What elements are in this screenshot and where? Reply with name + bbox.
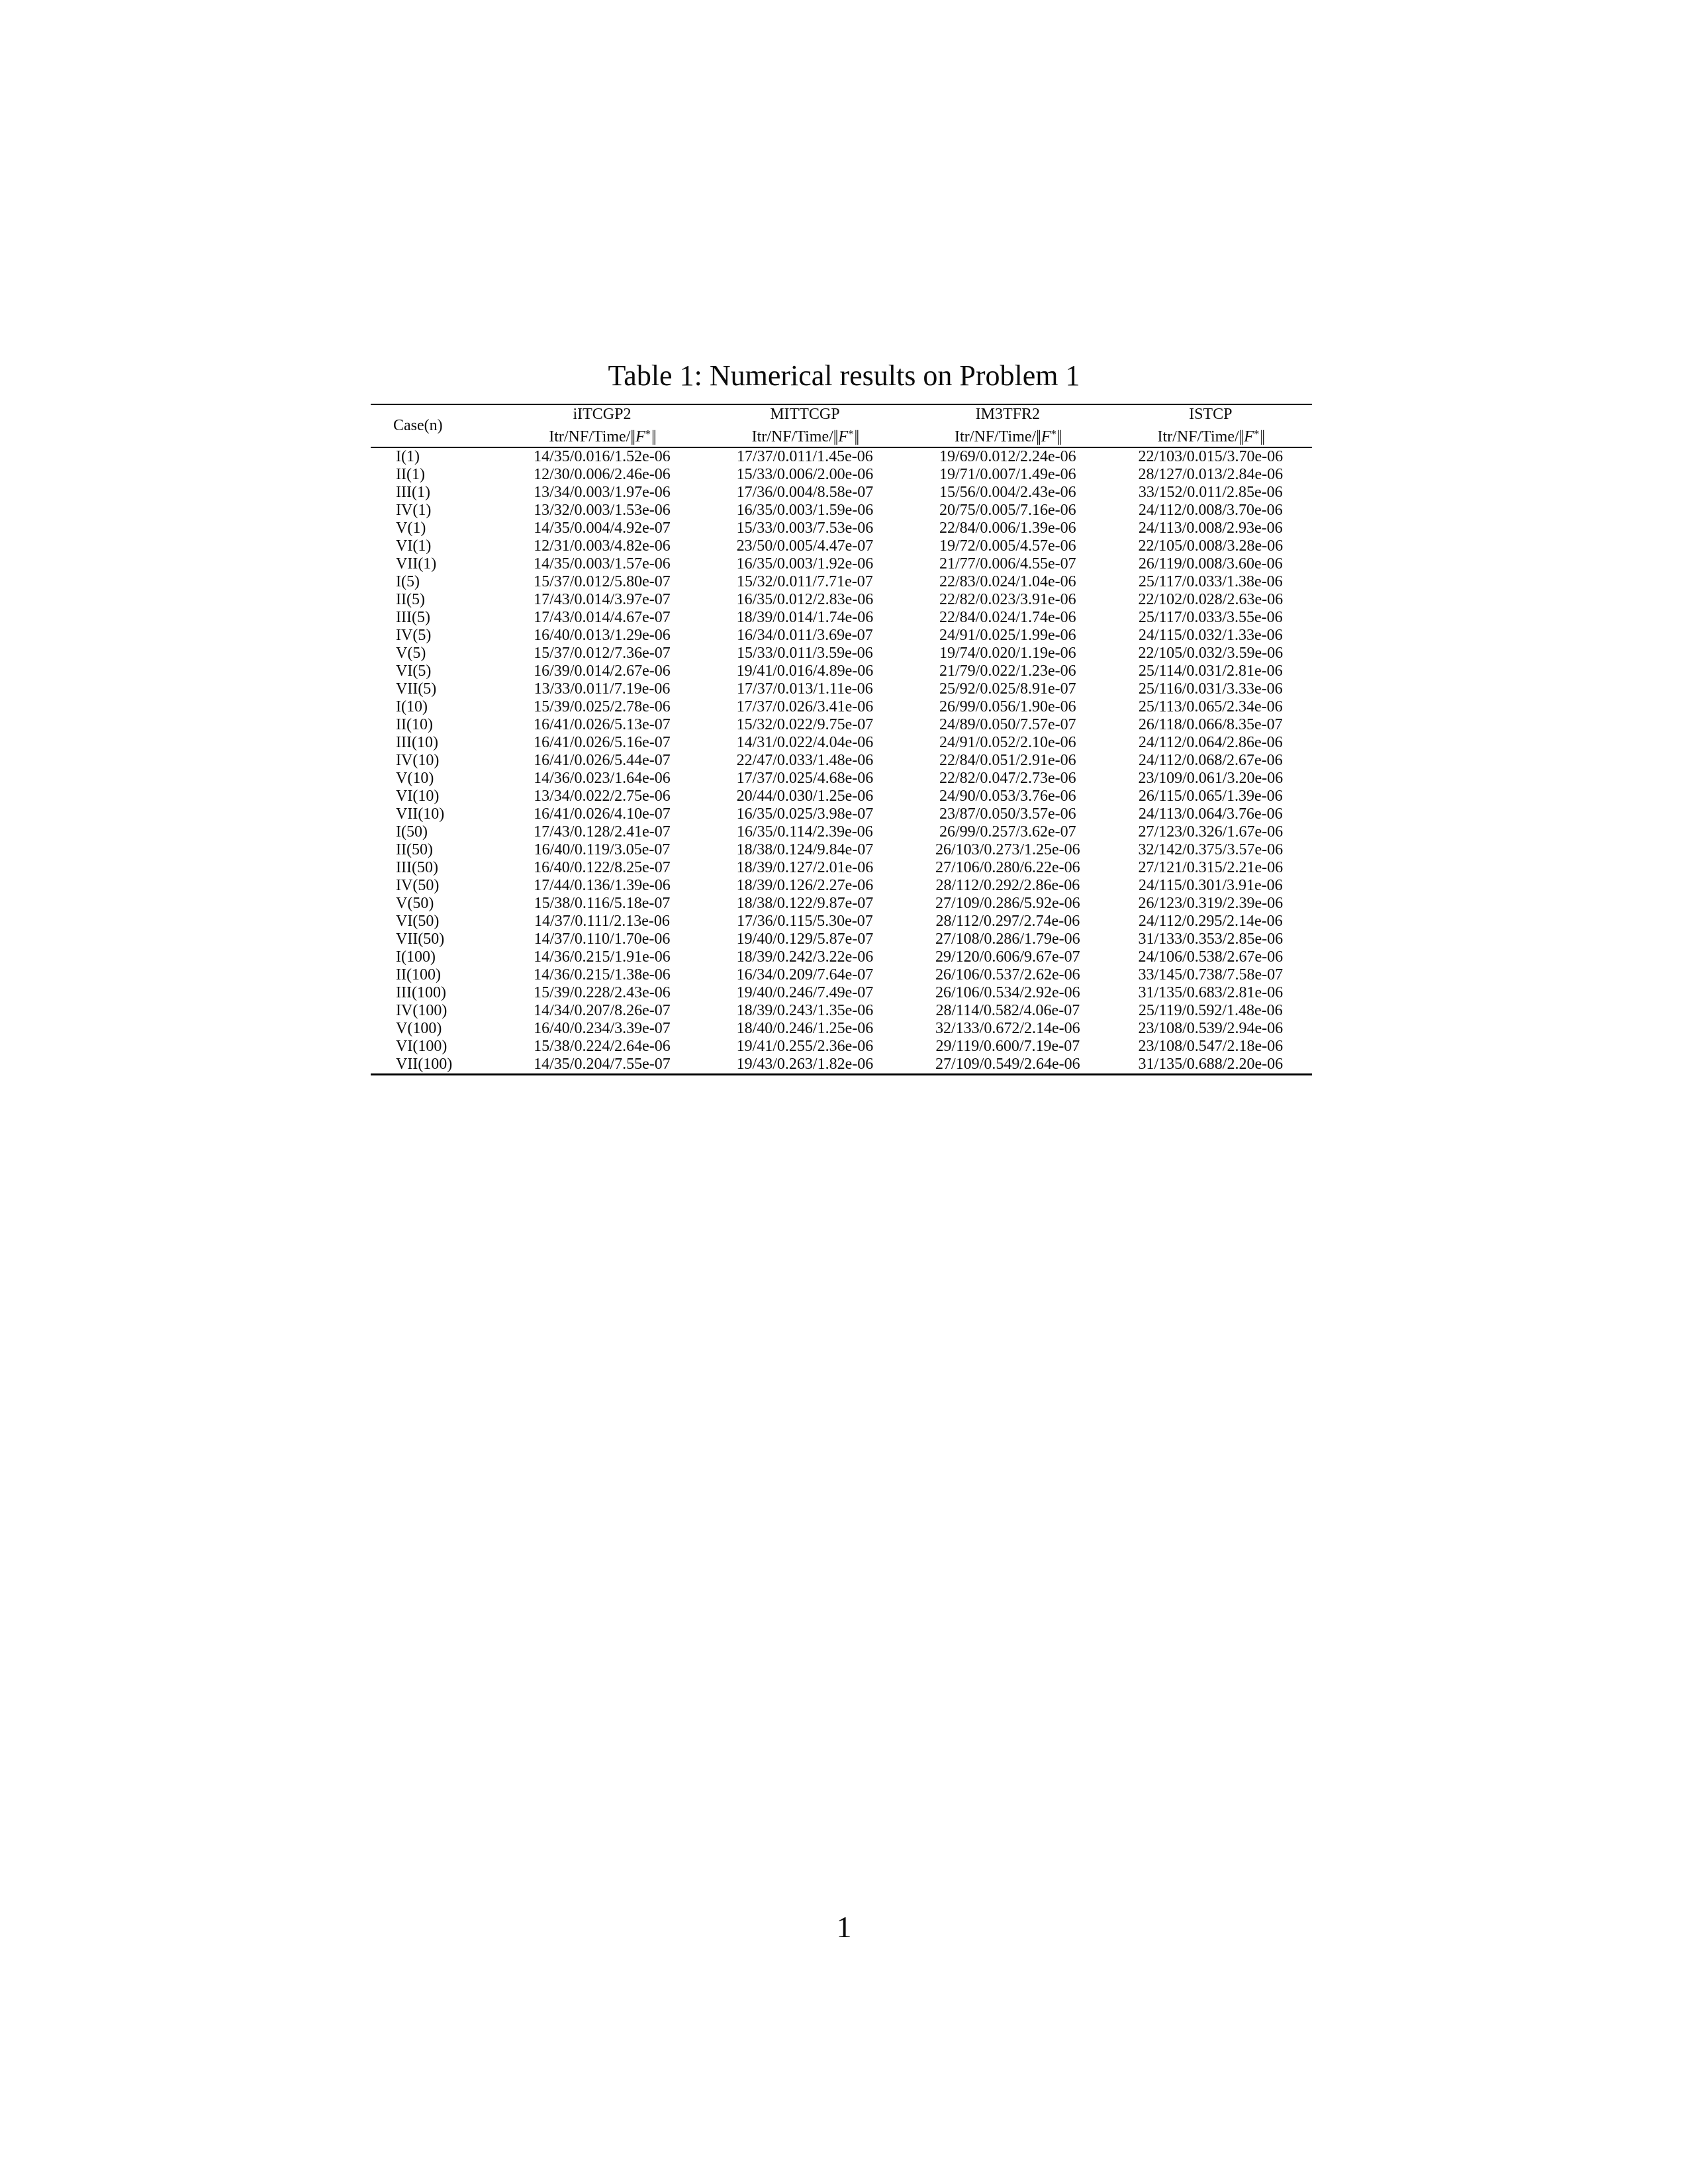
result-cell: 15/38/0.116/5.18e-07: [534, 895, 671, 912]
result-cell: 24/113/0.008/2.93e-06: [1138, 520, 1283, 537]
result-cell: 14/35/0.204/7.55e-07: [534, 1056, 671, 1073]
results-table: [371, 404, 1312, 1075]
case-cell: II(1): [396, 466, 425, 483]
result-cell: 13/32/0.003/1.53e-06: [534, 502, 671, 519]
result-cell: 25/92/0.025/8.91e-07: [939, 680, 1076, 698]
result-cell: 27/121/0.315/2.21e-06: [1138, 859, 1284, 876]
result-cell: 21/77/0.006/4.55e-07: [939, 555, 1076, 572]
case-cell: II(5): [396, 591, 425, 608]
result-cell: 22/47/0.033/1.48e-06: [736, 752, 874, 769]
table-row: [371, 680, 1312, 698]
table-row: [371, 931, 1312, 948]
table-row: [371, 466, 1312, 484]
case-cell: I(100): [396, 948, 436, 966]
case-cell: VI(100): [396, 1038, 447, 1055]
result-cell: 15/33/0.006/2.00e-06: [736, 466, 874, 483]
result-cell: 16/34/0.011/3.69e-07: [737, 627, 873, 644]
case-cell: IV(100): [396, 1002, 447, 1019]
result-cell: 17/44/0.136/1.39e-06: [534, 877, 671, 894]
result-cell: 16/41/0.026/4.10e-07: [534, 805, 671, 823]
case-cell: IV(1): [396, 502, 432, 519]
result-cell: 28/114/0.582/4.06e-07: [935, 1002, 1080, 1019]
result-cell: 14/35/0.003/1.57e-06: [534, 555, 671, 572]
table-row: [371, 752, 1312, 770]
column-header-istcp: ISTCP: [1189, 406, 1233, 423]
result-cell: 26/99/0.257/3.62e-07: [939, 823, 1076, 841]
case-cell: III(10): [396, 734, 438, 751]
case-cell: V(5): [396, 645, 426, 662]
table-row: [371, 698, 1312, 716]
case-cell: VI(5): [396, 662, 432, 680]
case-cell: VII(1): [396, 555, 437, 572]
case-cell: V(10): [396, 770, 434, 787]
result-cell: 14/34/0.207/8.26e-07: [534, 1002, 671, 1019]
table-row: [371, 591, 1312, 609]
table-row: [371, 1002, 1312, 1020]
result-cell: 22/84/0.006/1.39e-06: [939, 520, 1076, 537]
result-cell: 18/38/0.124/9.84e-07: [736, 841, 874, 858]
result-cell: 15/39/0.228/2.43e-06: [534, 984, 671, 1001]
result-cell: 24/90/0.053/3.76e-06: [939, 788, 1076, 805]
result-cell: 16/40/0.122/8.25e-07: [534, 859, 671, 876]
result-cell: 27/109/0.286/5.92e-06: [935, 895, 1080, 912]
case-cell: I(10): [396, 698, 428, 715]
metric-subheader: Itr/NF/Time/||F*||: [1157, 428, 1264, 445]
table-row: [371, 1020, 1312, 1038]
metric-subheader: Itr/NF/Time/||F*||: [751, 428, 859, 445]
result-cell: 23/109/0.061/3.20e-06: [1138, 770, 1284, 787]
case-cell: V(50): [396, 895, 434, 912]
case-cell: III(1): [396, 484, 430, 501]
table-row: [371, 984, 1312, 1002]
result-cell: 24/115/0.032/1.33e-06: [1138, 627, 1283, 644]
result-cell: 26/119/0.008/3.60e-06: [1138, 555, 1283, 572]
result-cell: 16/35/0.003/1.92e-06: [736, 555, 874, 572]
table-row: [371, 823, 1312, 841]
result-cell: 17/36/0.004/8.58e-07: [736, 484, 874, 501]
result-cell: 15/38/0.224/2.64e-06: [534, 1038, 671, 1055]
result-cell: 23/108/0.539/2.94e-06: [1138, 1020, 1284, 1037]
result-cell: 26/106/0.534/2.92e-06: [935, 984, 1080, 1001]
case-cell: VII(50): [396, 931, 445, 948]
result-cell: 17/37/0.026/3.41e-06: [736, 698, 874, 715]
result-cell: 18/39/0.014/1.74e-06: [736, 609, 874, 626]
result-cell: 18/39/0.242/3.22e-06: [736, 948, 874, 966]
results-table-container: [371, 404, 1312, 1075]
table-row: [371, 609, 1312, 627]
result-cell: 22/84/0.051/2.91e-06: [939, 752, 1076, 769]
table-row: [371, 1056, 1312, 1075]
case-cell: IV(10): [396, 752, 440, 769]
case-cell: I(50): [396, 823, 428, 841]
result-cell: 14/36/0.023/1.64e-06: [534, 770, 671, 787]
result-cell: 27/123/0.326/1.67e-06: [1138, 823, 1284, 841]
result-cell: 16/34/0.209/7.64e-07: [736, 966, 874, 983]
result-cell: 32/133/0.672/2.14e-06: [935, 1020, 1080, 1037]
case-cell: I(1): [396, 448, 420, 465]
method-header-row: [371, 404, 1312, 424]
result-cell: 25/117/0.033/1.38e-06: [1138, 573, 1283, 590]
result-cell: 15/56/0.004/2.43e-06: [939, 484, 1076, 501]
result-cell: 16/40/0.013/1.29e-06: [534, 627, 671, 644]
metric-subheader: Itr/NF/Time/||F*||: [549, 428, 655, 445]
case-cell: IV(50): [396, 877, 440, 894]
case-cell: VII(10): [396, 805, 445, 823]
result-cell: 16/40/0.119/3.05e-07: [534, 841, 671, 858]
case-cell: III(100): [396, 984, 446, 1001]
table-row: [371, 1038, 1312, 1056]
result-cell: 12/30/0.006/2.46e-06: [534, 466, 671, 483]
table-row: [371, 484, 1312, 502]
case-cell: VI(1): [396, 537, 432, 555]
case-cell: VI(10): [396, 788, 440, 805]
table-body: [371, 447, 1312, 1075]
result-cell: 24/91/0.025/1.99e-06: [939, 627, 1076, 644]
result-cell: 24/113/0.064/3.76e-06: [1138, 805, 1283, 823]
result-cell: 26/115/0.065/1.39e-06: [1138, 788, 1283, 805]
result-cell: 22/84/0.024/1.74e-06: [939, 609, 1076, 626]
result-cell: 13/33/0.011/7.19e-06: [534, 680, 671, 698]
result-cell: 17/43/0.014/3.97e-07: [534, 591, 671, 608]
case-cell: III(50): [396, 859, 438, 876]
result-cell: 22/82/0.023/3.91e-06: [939, 591, 1076, 608]
result-cell: 14/35/0.016/1.52e-06: [534, 448, 671, 465]
table-row: [371, 948, 1312, 966]
table-row: [371, 645, 1312, 662]
page-number: 1: [836, 1910, 852, 1944]
table-row: [371, 734, 1312, 752]
case-cell: VI(50): [396, 913, 440, 930]
result-cell: 19/74/0.020/1.19e-06: [939, 645, 1076, 662]
table-row: [371, 841, 1312, 859]
result-cell: 29/120/0.606/9.67e-07: [935, 948, 1080, 966]
case-cell: III(5): [396, 609, 430, 626]
result-cell: 14/37/0.111/2.13e-06: [534, 913, 670, 930]
result-cell: 15/37/0.012/5.80e-07: [534, 573, 671, 590]
result-cell: 16/41/0.026/5.16e-07: [534, 734, 671, 751]
result-cell: 17/43/0.014/4.67e-07: [534, 609, 671, 626]
result-cell: 14/35/0.004/4.92e-07: [534, 520, 671, 537]
table-row: [371, 555, 1312, 573]
metric-header-row: [371, 424, 1312, 447]
result-cell: 19/72/0.005/4.57e-06: [939, 537, 1076, 555]
result-cell: 18/38/0.122/9.87e-07: [736, 895, 874, 912]
result-cell: 16/35/0.003/1.59e-06: [736, 502, 874, 519]
table-row: [371, 770, 1312, 788]
result-cell: 19/41/0.016/4.89e-06: [736, 662, 874, 680]
result-cell: 12/31/0.003/4.82e-06: [534, 537, 671, 555]
table-row: [371, 520, 1312, 537]
result-cell: 16/41/0.026/5.13e-07: [534, 716, 671, 733]
result-cell: 25/119/0.592/1.48e-06: [1138, 1002, 1283, 1019]
result-cell: 17/37/0.011/1.45e-06: [737, 448, 873, 465]
result-cell: 20/44/0.030/1.25e-06: [736, 788, 874, 805]
result-cell: 32/142/0.375/3.57e-06: [1138, 841, 1284, 858]
case-cell: I(5): [396, 573, 420, 590]
result-cell: 16/35/0.012/2.83e-06: [736, 591, 874, 608]
result-cell: 15/32/0.022/9.75e-07: [736, 716, 874, 733]
result-cell: 24/112/0.295/2.14e-06: [1138, 913, 1283, 930]
result-cell: 16/39/0.014/2.67e-06: [534, 662, 671, 680]
result-cell: 25/113/0.065/2.34e-06: [1138, 698, 1283, 715]
table-row: [371, 805, 1312, 823]
case-cell: VII(100): [396, 1056, 453, 1073]
result-cell: 25/116/0.031/3.33e-06: [1138, 680, 1283, 698]
result-cell: 17/43/0.128/2.41e-07: [534, 823, 671, 841]
result-cell: 18/39/0.126/2.27e-06: [736, 877, 874, 894]
result-cell: 23/50/0.005/4.47e-07: [736, 537, 874, 555]
result-cell: 27/106/0.280/6.22e-06: [935, 859, 1080, 876]
result-cell: 24/106/0.538/2.67e-06: [1138, 948, 1284, 966]
table-row: [371, 895, 1312, 913]
result-cell: 15/39/0.025/2.78e-06: [534, 698, 671, 715]
result-cell: 13/34/0.022/2.75e-06: [534, 788, 671, 805]
result-cell: 19/69/0.012/2.24e-06: [939, 448, 1076, 465]
result-cell: 24/112/0.008/3.70e-06: [1138, 502, 1283, 519]
result-cell: 16/35/0.114/2.39e-06: [737, 823, 873, 841]
result-cell: 28/112/0.292/2.86e-06: [935, 877, 1080, 894]
result-cell: 14/36/0.215/1.91e-06: [534, 948, 671, 966]
result-cell: 20/75/0.005/7.16e-06: [939, 502, 1076, 519]
result-cell: 18/39/0.127/2.01e-06: [736, 859, 874, 876]
result-cell: 14/31/0.022/4.04e-06: [736, 734, 874, 751]
table-row: [371, 716, 1312, 734]
result-cell: 15/33/0.011/3.59e-06: [737, 645, 873, 662]
result-cell: 15/33/0.003/7.53e-06: [736, 520, 874, 537]
result-cell: 16/35/0.025/3.98e-07: [736, 805, 874, 823]
result-cell: 15/37/0.012/7.36e-07: [534, 645, 671, 662]
result-cell: 26/103/0.273/1.25e-06: [935, 841, 1080, 858]
case-column-header: Case(n): [393, 417, 443, 434]
table-row: [371, 877, 1312, 895]
table-row: [371, 966, 1312, 984]
result-cell: 25/117/0.033/3.55e-06: [1138, 609, 1283, 626]
result-cell: 14/37/0.110/1.70e-06: [534, 931, 671, 948]
table-row: [371, 662, 1312, 680]
result-cell: 22/105/0.032/3.59e-06: [1138, 645, 1284, 662]
result-cell: 27/108/0.286/1.79e-06: [935, 931, 1080, 948]
result-cell: 29/119/0.600/7.19e-07: [935, 1038, 1080, 1055]
result-cell: 26/118/0.066/8.35e-07: [1138, 716, 1283, 733]
result-cell: 26/123/0.319/2.39e-06: [1138, 895, 1284, 912]
case-cell: VII(5): [396, 680, 437, 698]
result-cell: 24/115/0.301/3.91e-06: [1138, 877, 1283, 894]
table-header: [371, 404, 1312, 447]
result-cell: 16/41/0.026/5.44e-07: [534, 752, 671, 769]
result-cell: 24/112/0.064/2.86e-06: [1138, 734, 1283, 751]
table-row: [371, 573, 1312, 591]
result-cell: 17/36/0.115/5.30e-07: [737, 913, 873, 930]
result-cell: 31/135/0.688/2.20e-06: [1138, 1056, 1284, 1073]
result-cell: 25/114/0.031/2.81e-06: [1138, 662, 1283, 680]
result-cell: 19/43/0.263/1.82e-06: [736, 1056, 874, 1073]
result-cell: 19/41/0.255/2.36e-06: [736, 1038, 874, 1055]
result-cell: 19/71/0.007/1.49e-06: [939, 466, 1076, 483]
column-header-im3tfr2: IM3TFR2: [975, 406, 1040, 423]
case-cell: II(10): [396, 716, 433, 733]
result-cell: 17/37/0.013/1.11e-06: [737, 680, 873, 698]
result-cell: 26/99/0.056/1.90e-06: [939, 698, 1076, 715]
result-cell: 23/87/0.050/3.57e-06: [939, 805, 1076, 823]
result-cell: 22/105/0.008/3.28e-06: [1138, 537, 1284, 555]
case-cell: II(50): [396, 841, 433, 858]
result-cell: 28/112/0.297/2.74e-06: [935, 913, 1080, 930]
column-header-mittcgp: MITTCGP: [770, 406, 840, 423]
result-cell: 16/40/0.234/3.39e-07: [534, 1020, 671, 1037]
result-cell: 27/109/0.549/2.64e-06: [935, 1056, 1080, 1073]
table-row: [371, 788, 1312, 805]
result-cell: 26/106/0.537/2.62e-06: [935, 966, 1080, 983]
result-cell: 24/112/0.068/2.67e-06: [1138, 752, 1283, 769]
result-cell: 19/40/0.129/5.87e-07: [736, 931, 874, 948]
result-cell: 28/127/0.013/2.84e-06: [1138, 466, 1284, 483]
metric-subheader: Itr/NF/Time/||F*||: [955, 428, 1061, 445]
table-row: [371, 537, 1312, 555]
result-cell: 24/91/0.052/2.10e-06: [939, 734, 1076, 751]
result-cell: 33/152/0.011/2.85e-06: [1138, 484, 1283, 501]
result-cell: 19/40/0.246/7.49e-07: [736, 984, 874, 1001]
table-row: [371, 913, 1312, 931]
result-cell: 22/83/0.024/1.04e-06: [939, 573, 1076, 590]
table-row: [371, 502, 1312, 520]
table-row: [371, 447, 1312, 466]
result-cell: 22/103/0.015/3.70e-06: [1138, 448, 1284, 465]
result-cell: 17/37/0.025/4.68e-06: [736, 770, 874, 787]
result-cell: 24/89/0.050/7.57e-07: [939, 716, 1076, 733]
table-caption: Table 1: Numerical results on Problem 1: [608, 359, 1080, 392]
result-cell: 23/108/0.547/2.18e-06: [1138, 1038, 1284, 1055]
result-cell: 31/135/0.683/2.81e-06: [1138, 984, 1284, 1001]
result-cell: 18/39/0.243/1.35e-06: [736, 1002, 874, 1019]
result-cell: 15/32/0.011/7.71e-07: [737, 573, 873, 590]
result-cell: 31/133/0.353/2.85e-06: [1138, 931, 1284, 948]
case-cell: V(100): [396, 1020, 442, 1037]
table-row: [371, 859, 1312, 877]
case-cell: II(100): [396, 966, 441, 983]
result-cell: 13/34/0.003/1.97e-06: [534, 484, 671, 501]
table-row: [371, 627, 1312, 645]
result-cell: 14/36/0.215/1.38e-06: [534, 966, 671, 983]
column-header-iitcgp2: iITCGP2: [573, 406, 632, 423]
result-cell: 22/102/0.028/2.63e-06: [1138, 591, 1284, 608]
case-cell: V(1): [396, 520, 426, 537]
result-cell: 33/145/0.738/7.58e-07: [1138, 966, 1284, 983]
result-cell: 21/79/0.022/1.23e-06: [939, 662, 1076, 680]
result-cell: 22/82/0.047/2.73e-06: [939, 770, 1076, 787]
result-cell: 18/40/0.246/1.25e-06: [736, 1020, 874, 1037]
case-cell: IV(5): [396, 627, 432, 644]
